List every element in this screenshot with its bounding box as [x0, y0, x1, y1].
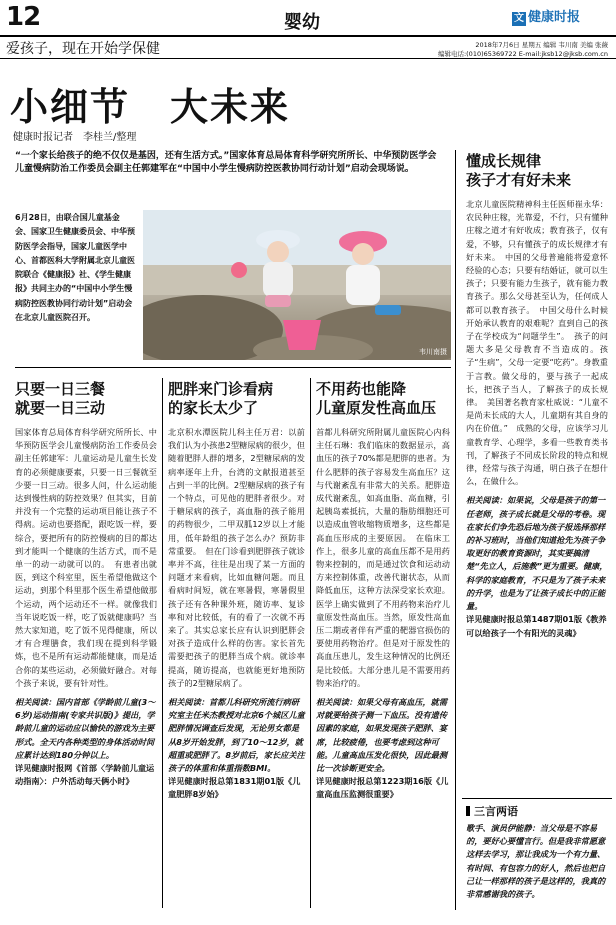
page-number: 12 [6, 2, 41, 32]
corner-quote [466, 822, 608, 901]
lede-paragraph: “一个家长给孩子的绝不仅仅是基因，还有生活方式。”国家体育总局体育科学研究所所长、中华预防医学会儿童慢病防治工作委员会副主任郭建军在“中国中小学生慢病防控医教协同行动计划”启动会现场说。 [15, 151, 437, 174]
issue-date-line: 2018年7月6日 星期五 编辑 韦川南 美编 张薇 [475, 41, 608, 49]
corner-title: 三言两语 [466, 803, 518, 819]
logo-mark-icon: 文 [514, 13, 524, 24]
article-title-line2: 就要一日三动 [15, 399, 106, 417]
related-reading: 相关阅读：首都儿科研究所流行病研究室主任米杰教授对北京6个城区儿童肥胖情况调查后发现，无论男女都是从8岁开始发胖，到了10～12岁，就超重或肥胖了。8岁前后，家长应关注孩子的体重和体重指数BMI。 [168, 697, 305, 774]
article-title-line2: 儿童原发性高血压 [316, 399, 437, 417]
article-title-line1: 肥胖来门诊看病 [168, 380, 274, 398]
header-rule-bottom [0, 58, 616, 59]
photo-credit: 韦川南摄 [419, 348, 447, 356]
section-title: 婴幼 [284, 12, 320, 33]
story-divider [15, 367, 451, 368]
header-rule [0, 35, 616, 37]
article-body: 北京儿童医院精神科主任医师崔永华：农民种庄稼，光靠爱，不行，只有懂种庄稼之道才有好收成；教育孩子，仅有爱，不够，只有懂孩子的成长规律才有好未来。 中国的父母普遍能将爱意怀经验的心态；只要有结婚证，就可以生孩子；只要有能力生孩子，就有能力教育孩子。那么父母甚至认为，任何成人都可以教育孩子。 中国父母什么时候开始承认教育的艰难呢？直到自己的孩子在学校成为“问题学生”。 孩子的问题大多是父母教育不当造成的。孩子“生病”，父母一定要“吃药”。身教重于言教。做父母的，要与孩子一起成长，把孩子当人，了解孩子的成长规律。 美国著名教育家杜威说：“儿童不是尚未长成的大人，儿童期有其自身的内在价值。” 成熟的父母，应该学习儿童教育学、心理学，多看一些教育类书刊，了解孩子不同成长阶段的特点和规律，经常与孩子沟通，明白孩子在想什么，在做什么。 [466, 199, 608, 487]
article-body: 首都儿科研究所附属儿童医院心内科主任石琳：我们临床的数据显示，高血压的孩子70%都是肥胖的患者。为什么肥胖的孩子容易发生高血压？这与代谢紊乱有非常大的关系。肥胖造成代谢紊乱，如高血脂、高血糖，引起胰岛素抵抗，大量的脂肪细胞还可以造成血管收缩物质增多，这些都是高血压形成的主要原因。 在临床工作上，很多儿童的高血压都不是用药物来控制的，而是通过饮食和运动动方来控制体重，改善代谢状态，从而降低血压，这种方法深受家长欢迎。医学上确实做到了不用药物来治疗儿童原发性高血压。当然，原发性高血压二期或者伴有严重的靶器官损伤的要使用药物治疗。但是对于原发性的高血压患儿，发生这种情况的比例还是比较低。大部分患儿是不需要用药物来治疗的。 [316, 427, 450, 688]
related-reading: 相关阅读：如果父母有高血压，就需对就要给孩子测一下血压。没有遗传因素的家庭，如果发现孩子肥胖、宴席，比较疲倦，也要考虑到这种可能。儿童高血压发化很快，因此最测比一次诊断更安全。 [316, 697, 448, 774]
corner-body: 歌手、演员伊能静：当父母是不容易的，要好心要懂言行。但是我非常愿意这样去学习，那让我成为一个有力量、有时间、有包容力的好人，然后也把自己让一样那样的孩子是这样的，我真的非常感谢我的孩子。 [466, 823, 606, 900]
logo-text: 健康时报 [528, 10, 581, 25]
column-divider [162, 378, 163, 908]
article-body: 国家体育总局体育科学研究所所长、中华预防医学会儿童慢病防治工作委员会副主任郭建军：儿童运动是儿童生长发育的必须健康要素，只要一日三餐就至少要一日三动。很多人问，什么运动能达到慢性病的防控效果？但其实，目前并没有一个完整的运动项目能让孩子不得病。运动也要搭配，跟吃饭一样，要综合，要把所有的防控慢病的目的都达到才能叫一个健康的生活方式，而不是单一的动一动就可以的。 有患者出就医，到这个科室里，医生希望他做这个运动，到那个科里那个医生希望他做那个运动，两个运动还不一样。就像我们当年说吃饭一样，吃了饭就健康吗？当然大家知道，吃了饭不见得健康，所以才有合理膳食，我们现在提到科学锻炼，也不是所有运动都能健康，而是适合你的某些运动，必须做好融合。对每个孩子来说，要有针对性。 [15, 427, 157, 688]
article-title-line1: 懂成长规律 [466, 152, 542, 170]
article-hypertension [316, 380, 450, 802]
byline: 健康时报记者 李桂兰/整理 [13, 132, 137, 143]
related-link[interactable]: 详见健康时报总第1831期01版《儿童肥胖8岁始》 [168, 776, 301, 800]
article-title-line2: 的家长太少了 [168, 399, 259, 417]
children-photo [143, 210, 451, 360]
article-title-line1: 不用药也能降 [316, 380, 407, 398]
column-divider [310, 378, 311, 908]
intro-note: 6月28日，由联合国儿童基金会、国家卫生健康委员会、中华预防医学会指导，国家儿童医学中心、首都医科大学附属北京儿童医院联合《健康报》社、《学生健康报》共同主办的“中国中小学生慢病防控医教协同行动计划”启动会在北京儿童医院召开。 [15, 213, 135, 323]
article-title-line1: 只要一日三餐 [15, 380, 106, 398]
related-link[interactable]: 详见健康时报网《首部〈学龄前儿童运动指南〉：户外活动每天俩小时》 [15, 763, 155, 787]
related-reading: 相关阅读：如果说，父母是孩子的第一任老师，孩子成长就是父母的考卷。现在家长们争先恐后地为孩子报选择那样的补习班时，当他们知道抢先为孩子争取更好的教育资源时，其实要搞清楚“先立人，后施教”更为重要。健康，科学的家庭教育，不只是为了孩子未来的升学，也是为了让孩子成长中的正能量。 [466, 495, 608, 612]
corner-divider [462, 798, 612, 799]
related-reading: 相关阅读：国内首部《学龄前儿童(3～6岁)运动指南(专家共识版)》提出，学龄前儿童的运动应以愉快的游戏为主要形式。全天内各种类型的身体活动时间应累计达到180分钟以上。 [15, 697, 156, 760]
article-body: 北京积水潭医院儿科主任万君：以前我们认为小孩患2型糖尿病的很少，但随着肥胖人群的增多，2型糖尿病的发病率逐年上升，台湾的文献报道甚至占到一半的比例。2型糖尿病的孩子有一个特点，可见他的肥胖者很少。对于糖尿病的孩子，高血脂的孩子能用的药物很少，二甲双胍12岁以上才能用，低年龄组的孩子怎么办？预防非常重要。 但在门诊看到肥胖孩子就诊率并不高，往往是出现了某一方面的问题才来看病，比如血糖问题。而且看病时间短，就在寒暑假，寒暑假里孩子还有各种课外班，随访率、复诊率和对比较低，有的看了一次就不再来了。其实总家长应有认识到肥胖会对孩子造成什么样的伤害。家长首先需要把孩子的肥胖当成个病。就诊率提高，随访提高，也就能更好地预防孩子的2型糖尿病了。 [168, 427, 305, 688]
section-slogan: 爱孩子，现在开始学保健 [6, 41, 160, 57]
related-link[interactable]: 详见健康时报总第1487期01版《教养可以给孩子一个有阳光的灵魂》 [466, 614, 607, 638]
related-link[interactable]: 详见健康时报总第1223期16版《儿童高血压监测很重要》 [316, 776, 449, 800]
article-growth-rules [466, 152, 608, 640]
article-exercise [15, 380, 157, 788]
main-headline: 小细节 大未来 [10, 85, 291, 129]
article-obesity [168, 380, 305, 802]
column-divider [455, 150, 456, 910]
editor-contact-line: 编辑电话:(010)65369722 E-mail:jksb12@jksb.com.cn [437, 50, 608, 58]
newspaper-logo [512, 6, 580, 26]
children-photo-illustration [143, 210, 451, 360]
article-title-line2: 孩子才有好未来 [466, 171, 572, 189]
